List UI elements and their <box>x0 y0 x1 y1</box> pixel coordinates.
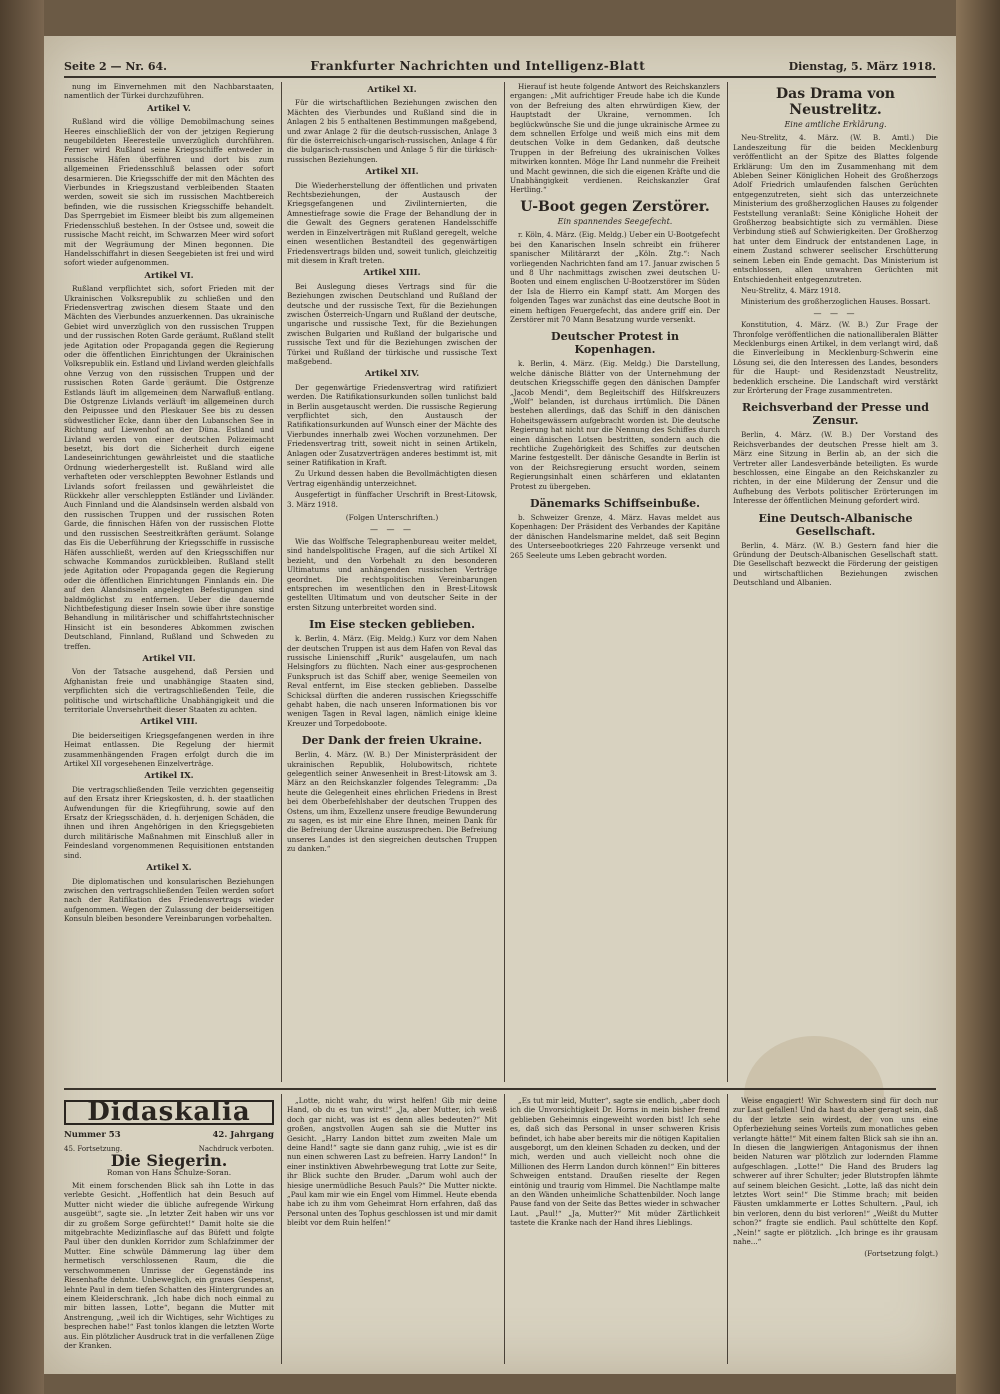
dank-text: Berlin, 4. März. (W. B.) Der Ministerpräsident der ukrainischen Republik, Holubowitsch, richtete gelegentlich seiner Anwesenheit in Brest-Litowsk am 3. März an den Reichskanzler folgendes Telegramm: „Da heute die Gelegenheit eines ehrlichen Friedens in Brest bei dem Oberbefehlshaber der deutschen Truppen des Ostens, um ihm, Exzellenz unsere freudige Bewunderung zu sagen, es ist mir eine Ehre Ihnen, meinen Dank für die Befreiung der Ukraine auszusprechen. Die Befreiung unseres Landes ist den siegreichen deutschen Truppen zu danken.“ <box>287 750 497 854</box>
article-11-title: Artikel XI. <box>367 85 417 95</box>
novel-author: Roman von Hans Schulze-Soran. <box>106 1167 232 1177</box>
didaskalia-column-1 <box>64 1096 274 1366</box>
newspaper-page <box>44 36 956 1374</box>
article-7-title: Artikel VII. <box>142 653 196 664</box>
drama-sign-date: Neu-Strelitz, 4. März 1918. <box>741 285 841 295</box>
article-8-title: Artikel VIII. <box>140 717 198 728</box>
article-7-text: Von der Tatsache ausgehend, daß Persien und Afghanistan freie und unabhängige Staaten sind, verpflichten sich die vertragschließenden Teile, die politische und wirtschaftliche Unabhängigkeit und die territoriale Unversehrtheit dieser Staaten zu achten. <box>64 667 274 714</box>
novel-text-2: „Lotte, nicht wahr, du wirst helfen! Gib mir deine Hand, ob du es tun wirst!“ „Ja, aber Mutter, ich weiß doch gar nicht, was ist es denn alles bedeuten?“ Mit großen, angstvollen Augen sah sie die Mutter ins Gesicht. „Harry Landon bittet zum zweiten Male um deine Hand!“ sagte sie dann ganz ruhig, „wie ist es dir nun einen schweren Last zu befreien. Harry Landon!“ In einer instinktiven Abwehrbewegung trat Lotte zur Seite, ihr Blick suchte den Bruder. „Darum wohl auch der hiesige unermüdliche Besuch Pauls?“ Die Mutter nickte. „Paul kam mir wie ein Engel vom Himmel. Heute ebenda habe ich zu ihm vom Geheimrat Horn erfahren, daß das Personal unten des Tophus geschlossen ist und mir damit bleibt vor dem Ruin helfen!“ <box>287 1096 497 1228</box>
column-4 <box>733 82 938 1082</box>
wolff-text: Wie das Wolffsche Telegraphenbureau weiter meldet, sind handelspolitische Fragen, auf die sich Artikel XI bezieht, und den Vorbehalt zu den besonderen Ultimatums und anhängenden russischen Verträge geordnet. Die rechtspolitischen Vereinbarungen entsprechen im wesentlichen den in Brest-Litowsk gestellten Ultimatum und von deutscher Seite in der ersten Sitzung unterbreitet worden sind. <box>287 536 497 612</box>
to-be-continued: (Fortsetzung folgt.) <box>864 1248 938 1258</box>
novel-title: Die Siegerin. <box>110 1151 228 1171</box>
albanien-title: Eine Deutsch-Albanische Gesellschaft. <box>758 511 913 538</box>
article-12-text: Die Wiederherstellung der öffentlichen und privaten Rechtsbeziehungen, der Austausch der Kriegsgefangenen und Zivilinternierten, die Amnestiefrage sowie die Frage der Behandlung der in die Gewalt des Gegners geratenen Handelsschiffe werden in Einzelverträgen mit Rußland geregelt, welche einen wesentlichen Bestandteil des gegenwärtigen Friedensvertrags bilden und, soweit tunlich, gleichzeitig mit diesem in Kraft treten. <box>287 180 497 265</box>
drama-sign-ministry: Ministerium des großherzoglichen Hauses. Bossart. <box>740 297 931 307</box>
albanien-text: Berlin, 4. März. (W. B.) Gestern fand hier die Gründung der Deutsch-Albanischen Gesellschaft statt. Die Gesellschaft bezweckt die Förderung der geistigen und wirtschaftlichen Beziehungen zwischen Deutschland und Albanien. <box>733 540 938 588</box>
article-13-text: Bei Auslegung dieses Vertrags sind für die Beziehungen zwischen Deutschland und Rußland der deutsche und der russische Text, für die Beziehungen zwischen Österreich-Ungarn und Rußland der deutsche, ungarische und russische Text, für die Beziehungen zwischen Bulgarien und Rußland der bulgarische und russische Text und für die Beziehungen zwischen der Türkei und Rußland der türkische und russische Text maßgebend. <box>287 281 497 366</box>
column-1 <box>64 82 274 1082</box>
didaskalia-year: 42. Jahrgang <box>212 1130 274 1141</box>
signature-note: Zu Urkund dessen haben die Bevollmächtigten diesen Vertrag eigenhändig unterzeichnet. <box>287 469 497 488</box>
novel-text-3: „Es tut mir leid, Mutter“, sagte sie endlich, „aber doch ich die Unvorsichtigkeit Dr. Horns in mein bisher fremd geblieben Geheimnis eingeweiht worden bist! Ich sehe es, daß sich das Personal in unser schweren Krisis befindet, ich habe aber bereits mir die nötigen Kapitalien ausgeborgt, um den kleinen Schaden zu decken, und der mich, werden und auch vielleicht noch ohne die Millionen des Herrn Landon durch können!“ Ein bitteres Schweigen entstand. Draußen rieselte der Regen eintönig und traurig vom Himmel. Die Nachtlampe malte an den Wänden unheimliche Schattenbilder. Noch lange Pause fand von der Seite das Bettes wieder in schwacher Laut. „Paul!“ „Ja, Mutter?“ Mit müder Zärtlichkeit tastete die Kranke nach der Hand ihres Lieblings. <box>510 1096 720 1228</box>
separator: — — — <box>369 525 415 535</box>
article-6-text: Rußland verpflichtet sich, sofort Frieden mit der Ukrainischen Volksrepublik zu schließen und den Friedensvertrag zwischen diesem Staate und den Mächten des Vierbundes anzuerkennen. Das ukrainische Gebiet wird unverzüglich von den russischen Truppen und der russischen Roten Garde geräumt. Rußland stellt jede Agitation oder Propaganda gegen die Regierung oder die öffentlichen Einrichtungen der Ukrainischen Volksrepublik ein. Estland und Livland werden gleichfalls ohne Verzug von den russischen Truppen und der russischen Roten Garde geräumt. Die Ostgrenze Estlands läuft im allgemeinen dem Narwafluß entlang. Die Ostgrenze Livlands verläuft im allgemeinen durch den Peipussee und den Pleskauer See bis zu dessen südwestlicher Ecke, dann über den Lubanschen See in Richtung auf Liewenhof an der Düna. Estland und Livland werden von einer deutschen Polizeimacht besetzt, bis dort die Sicherheit durch eigene Landeseinrichtungen gewährleistet und die staatliche Ordnung wiederhergestellt ist. Rußland wird alle verhafteten oder verschleppten Bewohner Estlands und Livlands sofort freilassen und gewährleistet die Rückkehr aller verschleppten Estländer und Livländer. Auch Finnland und die Alandsinseln werden alsbald von den russischen Truppen und der russischen Roten Garde, die finnischen Häfen von der russischen Flotte und den russischen Seestreitkräften geräumt. Solange das Eis die Ueberführung der Kriegsschiffe in russische Häfen ausschließt, werden auf den Kriegsschiffen nur schwache Kommandos zurückbleiben. Rußland stellt jede Agitation oder Propaganda gegen die Regierung oder die öffentlichen Einrichtungen Finnlands ein. Die auf den Alandsinseln angelegten Befestigungen sind baldmöglichst zu entfernen. Ueber die dauernde Nichtbefestigung dieser Inseln sowie über ihre sonstige Behandlung in militärischer und schiffahrtstechnischer Hinsicht ist ein besonderes Abkommen zwischen Deutschland, Finnland, Rußland und Schweden zu treffen. <box>64 284 274 651</box>
reprint-notice: Nachdruck verboten. <box>198 1144 274 1153</box>
masthead: Frankfurter Nachrichten und Intelligenz-Blatt <box>310 59 646 73</box>
page-number: Seite 2 — Nr. 64. <box>64 59 167 73</box>
article-9-text: Die vertragschließenden Teile verzichten gegenseitig auf den Ersatz ihrer Kriegskosten, d. h. der staatlichen Aufwendungen für die Kriegführung, sowie auf den Ersatz der Kriegsschäden, d. h. derjenigen Schäden, die ihnen und ihren Angehörigen in den Kriegsgebieten durch militärische Maßnahmen mit Einschluß aller in Feindesland vorgenommenen Requisitionen entstanden sind. <box>64 784 274 860</box>
drama-subtitle: Eine amtliche Erklärung. <box>784 120 887 129</box>
dank-title: Der Dank der freien Ukraine. <box>301 734 483 748</box>
page-edge-left <box>0 0 44 1394</box>
article-14-text: Der gegenwärtige Friedensvertrag wird ratifiziert werden. Die Ratifikationsurkunden sollen tunlichst bald in Berlin ausgetauscht werden. Die russische Regierung verpflichtet sich, den Austausch der Ratifikationsurkunden auf Wunsch einer der Mächte des Vierbundes innerhalb zwei Wochen vorzunehmen. Der Friedensvertrag tritt, soweit nicht in seinen Artikeln, Anlagen oder Zusatzverträgen anderes bestimmt ist, mit seiner Ratifikation in Kraft. <box>287 382 497 468</box>
column-3 <box>510 82 720 1082</box>
continuation: 45. Fortsetzung. <box>64 1144 123 1153</box>
article-14-title: Artikel XIV. <box>364 369 420 380</box>
article-10-text: Die diplomatischen und konsularischen Beziehungen zwischen den vertragschließenden Teilen werden sofort nach der Ratifikation des Friedensvertrags wieder aufgenommen. Wegen der Zulassung der beiderseitigen Konsuln bleiben besondere Vereinbarungen vorbehalten. <box>64 876 274 924</box>
didaskalia-column-3 <box>510 1096 720 1366</box>
didaskalia-column-2 <box>287 1096 497 1366</box>
didaskalia-title: Didaskalia <box>64 1100 274 1125</box>
article-5-text: Rußland wird die völlige Demobilmachung seines Heeres einschließlich der von der jetzigen Regierung neugebildeten Heeresteile unverzüglich durchführen. Ferner wird Rußland seine Kriegsschiffe entweder in russische Häfen überführen und dort bis zum allgemeinen Friedensschluß belassen oder sofort desarmieren. Die Kriegsschiffe der mit den Mächten des Vierbundes in Kriegszustand verbleibenden Staaten werden, soweit sie sich im russischen Machtbereich befinden, wie die russischen Kriegsschiffe behandelt. Das Sperrgebiet im Eismeer bleibt bis zum allgemeinen Friedensschluß bestehen. In der Ostsee und, soweit die russische Macht reicht, im Schwarzen Meer wird sofort mit der Wegräumung der Minen begonnen. Die Handelsschiffahrt in diesen Seegebieten ist frei und wird sofort wieder aufgenommen. <box>64 117 274 268</box>
article-12-title: Artikel XII. <box>365 167 419 178</box>
didaskalia-number: Nummer 53 <box>64 1130 121 1141</box>
page-edge-right <box>956 0 1000 1394</box>
eis-title: Im Eise stecken geblieben. <box>309 618 475 632</box>
reichsverband-title: Reichsverband der Presse und Zensur. <box>741 401 929 428</box>
novel-text-1: Mit einem forschenden Blick sah ihn Lotte in das verlebte Gesicht. „Hoffentlich hat dein Besuch auf Mutter nicht wieder die übliche aufregende Wirkung ausgeübt“, sagte sie. „In letzter Zeit haben wir uns vor dir zu großem Sorge gefürchtet!“ Damit holte sie die mitgebrachte Medizinflasche auf das Büfett und folgte Paul über den dunklen Korridor zum Schlafzimmer der Mutter. Eine schwüle Dämmerung lag über dem hermetisch verschlossenen Raum, die die verschwommenen Umrisse der Gegenstände ins Riesenhafte dehnte. Unbeweglich, ein graues Gespenst, lehnte Paul in dem tiefen Schatten des Hintergrundes an einem Kleiderschrank. „Ich habe dich noch einmal zu mir bitten lassen, Lotte“, begann die Mutter mit Anstrengung, „weil ich dir Wichtiges, sehr Wichtiges zu besprechen habe!“ Fast tonlos klangen die letzten Worte aus. Ein plötzlicher Ausdruck trat in die verfallenen Züge der Kranken. <box>64 1181 274 1350</box>
chancellor-reply: Hierauf ist heute folgende Antwort des Reichskanzlers ergangen: „Mit aufrichtiger Freude habe ich die Kunde von der Befreiung des alten ehrwürdigen Kiew, der Hauptstadt der Ukraine, vernommen. Ich beglückwünsche Sie und die junge ukrainische Armee zu dem schnellen Erfolge und weiß mich eins mit dem deutschen Volke in dem Gedanken, daß deutsche Truppen in der Befreiung des ukrainischen Volkes mitwirken konnten. Möge Ihr Land nunmehr die Freiheit und Macht gewinnen, die sich die eigenen Kräfte und die Unabhängigkeit verdienen. Reichskanzler Graf Hertling.“ <box>510 82 720 195</box>
uboot-subtitle: Ein spannendes Seegefecht. <box>557 216 673 226</box>
uboot-title: U-Boot gegen Zerstörer. <box>520 198 710 215</box>
drama-title: Das Drama von Neustrelitz. <box>776 86 895 118</box>
article-5-title: Artikel V. <box>147 103 191 114</box>
daenemark-title: Dänemarks Schiffseinbuße. <box>530 497 700 511</box>
column-2 <box>287 82 497 1082</box>
follow-note: (Folgen Unterschriften.) <box>345 513 439 523</box>
drama-text: Neu-Strelitz, 4. März. (W. B. Amtl.) Die Landeszeitung für die beiden Mecklenburg veröffentlicht an der Spitze des Blattes folgende Erklärung: Um den im Zusammenhang mit dem Ableben Seiner Königlichen Hoheit des Großherzogs Adolf Friedrich umlaufenden falschen Gerüchten entgegenzutreten, sieht sich das unterzeichnete Ministerium des großherzoglichen Hauses zu folgender Feststellung veranlaßt: Seine Königliche Hoheit der Großherzog beabsichtigte sich zu vermählen. Diese Verbindung stieß auf Schwierigkeiten. Der Großherzog hat unter dem Eindruck der entstandenen Lage, in einem Zustand schwerer seelischer Erschütterung seinem Leben ein Ende gemacht. Das Ministerium ist entschlossen, allen unwahren Gerüchten mit Entschiedenheit entgegenzutreten. <box>733 133 938 284</box>
daenemark-text: b. Schweizer Grenze, 4. März. Havas meldet aus Kopenhagen: Der Präsident des Verbandes der Kapitäne der dänischen Handelsmarine meldet, daß seit Beginn des Unterseebootkrieges 220 Fahrzeuge versenkt und 265 Seeleute ums Leben gebracht worden. <box>510 513 720 560</box>
novel-text-4: Weise engagiert! Wir Schwestern sind für doch nur zur Last gefallen! Und da hast du aber geragt sein, daß du der letzte sein wirdest, der von uns eine Opferbeziehung seines Vorteils zum monatliches geben verlangte hätte!“ Mit einem falten Blick sah sie ihn an. In diesen die langwierigen Antagonismus der ihnen beiden Naturen war plötzlich zur lodernden Flamme aufgeschlagen. „Lotte!“ Die Hand des Bruders lag schwerer auf ihrer Schulter; jeder Blutstropfen lähmte auf seinem bleichen Gesicht. „Lotte, laß das nicht dein letztes Wort sein!“ Die Stimme brach; mit beiden Fäusten umklammerte er Lottes Schultern. „Paul, ich bin verloren, denn du bist verloren!“ „Weißt du Mutter schon?“ fragte sie endlich. Paul schüttelte den Kopf. „Nein!“ sagte er plötzlich. „Ich bringe es ihr grausam nahe...“ <box>733 1096 938 1247</box>
eis-text: k. Berlin, 4. März. (Eig. Meldg.) Kurz vor dem Nahen der deutschen Truppen ist aus dem Hafen von Reval das russische Linienschiff „Rurik“ ausgelaufen, um nach Helsingfors zu flüchten. Nach einer aus-gesprochenen Funkspruch ist das Schiff aber, wenige Seemeilen von Reval entfernt, im Eise stecken geblieben. Dasselbe Schicksal dürften die anderen russischen Kriegsschiffe gehabt haben, die nach unseren Informationen bis vor wenigen Tagen in Reval lagen, nämlich einige kleine Kreuzer und Torpedoboote. <box>287 634 497 728</box>
reichsverband-text: Berlin, 4. März. (W. B.) Der Vorstand des Reichsverbandes der deutschen Presse hielt am 3. März eine Sitzung in Berlin ab, an der sich die Vertreter aller Landesverbände beteiligten. Es wurde beschlossen, eine Eingabe an den Reichskanzler zu richten, in der eine Milderung der Zensur und die Aufhebung des Verbots politischer Erörterungen im Interesse der öffentlichen Meinung gefordert wird. <box>733 430 938 506</box>
protest-title: Deutscher Protest in Kopenhagen. <box>551 330 679 357</box>
article-11-text: Für die wirtschaftlichen Beziehungen zwischen den Mächten des Vierbundes und Rußland sind die in Anlagen 2 bis 5 enthaltenen Bestimmungen maßgebend, und zwar Anlage 2 für die deutsch-russischen, Anlage 3 für die österreichisch-ungarisch-russischen, Anlage 4 für die bulgarisch-russischen und Anlage 5 für die türkisch-russischen Beziehungen. <box>287 98 497 164</box>
intro-text: nung im Einvernehmen mit den Nachbarstaaten, namentlich der Türkei durchzuführen. <box>64 82 274 101</box>
place-date: Ausgefertigt in fünffacher Urschrift in Brest-Litowsk, 3. März 1918. <box>287 490 497 509</box>
issue-date: Dienstag, 5. März 1918. <box>788 59 936 73</box>
separator: — — — <box>813 308 858 318</box>
didaskalia-issue <box>64 1131 274 1140</box>
uboot-text: r. Köln, 4. März. (Eig. Meldg.) Ueber ein U-Bootgefecht bei den Kanarischen Inseln schreibt ein früherer spanischer Militärarzt der „Köln. Ztg.“: Nach vorliegenden Nachrichten fand am 17. Januar zwischen 5 und 8 Uhr nachmittags zwischen zwei deutschen U-Booten und einem englischen U-Bootzerstörer im Süden der Isla de Hierro ein Kampf statt. Am Morgen des folgenden Tages war zunächst das eine deutsche Boot in einem heftigen Feuergefecht, das andere griff ein. Der Zerstörer mit 70 Mann Besatzung wurde versenkt. <box>510 230 720 324</box>
article-6-title: Artikel VI. <box>144 270 194 281</box>
didaskalia-column-4 <box>733 1096 938 1366</box>
page-header <box>64 56 936 78</box>
protest-text: k. Berlin, 4. März. (Eig. Meldg.) Die Darstellung, welche dänische Blätter von der Unternehmung der deutschen Kriegsschiffe gegen den dänischen Dampfer „Jacob Mendi“, dem Begleitschiff des Hilfskreuzers „Wolf“ belanden, ist durchaus irrtümlich. Die Dänen bestehen allerdings, daß das Schiff in den dänischen Hoheitsgewässern aufgebracht worden ist. Die deutsche Regierung hat nicht nur die Nennung des Schiffes durch einen dänischen Lotsen bestritten, sondern auch die rechtliche Zugehörigkeit des Schiffes zur deutschen Marine festgestellt. Der dänische Gesandte in Berlin ist von der Reichsregierung ersucht worden, seinem Regierungsinhalt einen schärferen und eklatanten Protest zu übergeben. <box>510 359 720 491</box>
konstitution-text: Konstitution, 4. März. (W. B.) Zur Frage der Thronfolge veröffentlichen die nationalliberalen Blätter Mecklenburgs einen Artikel, in dem verlangt wird, daß die Einverleibung in Mecklenburg-Schwerin eine Lösung sei, die den Interessen des Landes, besonders für die Haupt- und Residenzstadt Neustrelitz, bedenklich erscheine. Die Landschaft wird verstärkt zur Erörterung der Frage zusammentreten. <box>733 320 938 395</box>
article-8-text: Die beiderseitigen Kriegsgefangenen werden in ihre Heimat entlassen. Die Regelung der hiermit zusammenhängenden Fragen erfolgt durch die im Artikel XII vorgesehenen Einzelverträge. <box>64 730 274 769</box>
article-13-title: Artikel XIII. <box>363 268 421 279</box>
article-9-title: Artikel IX. <box>144 771 194 782</box>
article-10-title: Artikel X. <box>146 863 192 874</box>
